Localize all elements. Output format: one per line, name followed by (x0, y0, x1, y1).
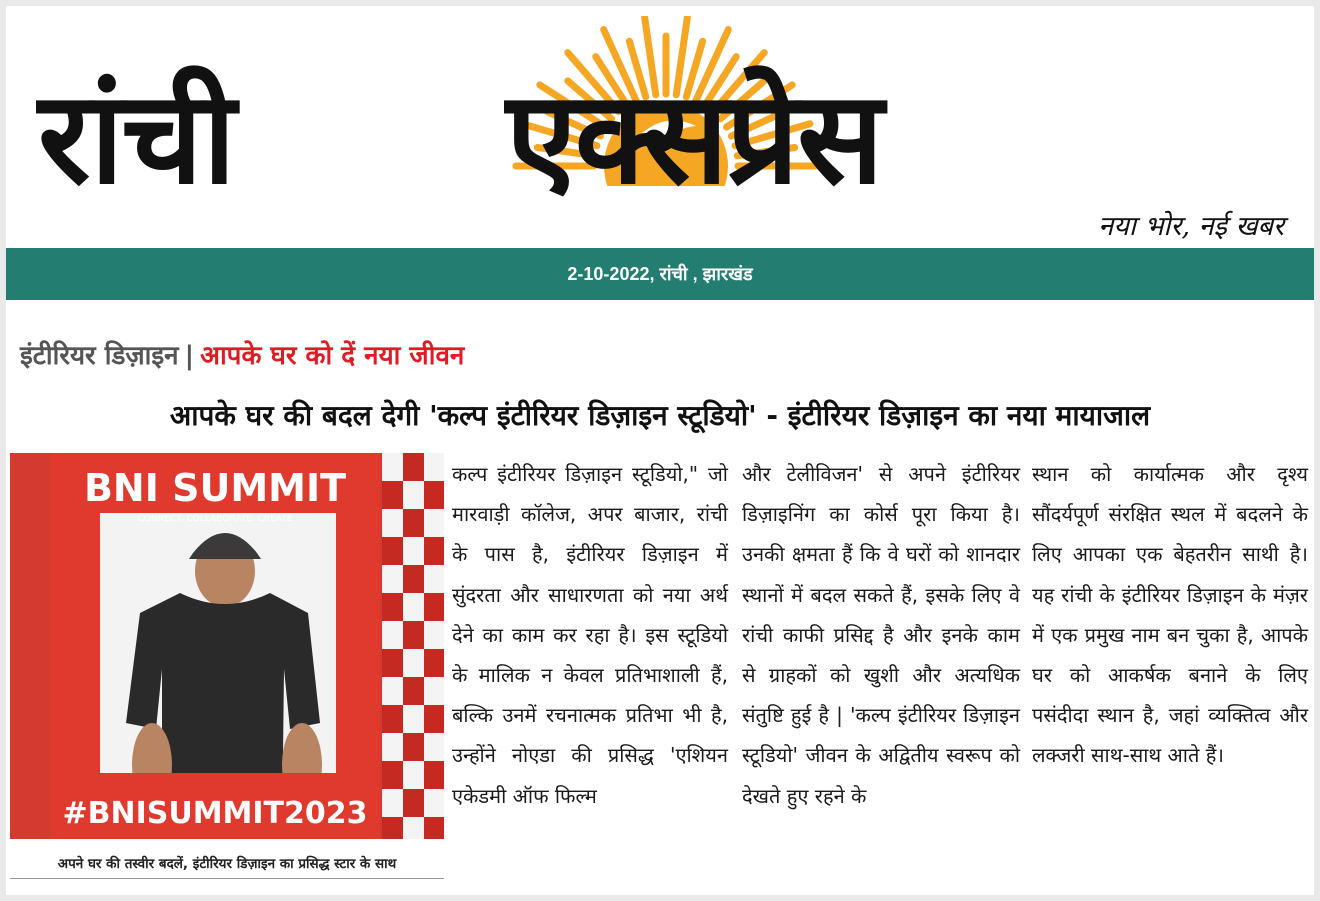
backdrop-tile (403, 565, 424, 593)
backdrop-tile (403, 593, 424, 621)
backdrop-tile (403, 649, 424, 677)
masthead-title-part-2: एक्सप्रेस (506, 64, 882, 213)
date-bar: 2-10-2022, रांची , झारखंड (6, 248, 1314, 300)
photo-banner-text: BNI SUMMIT (83, 466, 347, 510)
backdrop-tile (424, 677, 444, 705)
backdrop-tile (424, 621, 444, 649)
backdrop-tile (403, 621, 424, 649)
backdrop-tile (424, 453, 444, 481)
photo-banner-sub: CONNECT. COLLABORATE. CREATE (137, 514, 293, 524)
backdrop-tile (424, 649, 444, 677)
newspaper-page (6, 6, 1314, 895)
backdrop-tile (382, 593, 403, 621)
backdrop-tile (403, 537, 424, 565)
backdrop-tile (382, 649, 403, 677)
article-column-1: कल्प इंटीरियर डिज़ाइन स्टूडियो," जो मारवाड़ी कॉलेज, अपर बाजार, रांची के पास है, इंटीरियर डिज़ाइन में सुंदरता और साधारणता को नया अर्थ देने का काम कर रहा है। इस स्टूडियो के मालिक न केवल प्रतिभाशाली हैं, बल्कि उनमें रचनात्मक प्रतिभा भी है, उन्होंने नोएडा की प्रसिद्ध 'एशियन एकेडमी ऑफ फिल्म (452, 462, 728, 808)
backdrop-tile (382, 481, 403, 509)
article-headline: आपके घर की बदल देगी 'कल्प इंटीरियर डिज़ाइन स्टूडियो' - इंटीरियर डिज़ाइन का नया मायाजाल (169, 399, 1151, 432)
photo-caption: अपने घर की तस्वीर बदलें, इंटीरियर डिज़ाइन का प्रसिद्ध स्टार के साथ (57, 856, 397, 872)
backdrop-tile (424, 593, 444, 621)
backdrop-tile (424, 509, 444, 537)
backdrop-tile (382, 453, 403, 481)
backdrop-tile (382, 621, 403, 649)
backdrop-tile (424, 565, 444, 593)
backdrop-tile (403, 453, 424, 481)
backdrop-tile (403, 705, 424, 733)
backdrop-tile (382, 761, 403, 789)
kicker-topic: इंटीरियर डिज़ाइन (20, 341, 179, 371)
backdrop-tile (382, 537, 403, 565)
masthead-tagline: नया भोर, नई खबर (1098, 211, 1284, 242)
backdrop-tile (424, 733, 444, 761)
backdrop-tile (382, 677, 403, 705)
masthead-title (28, 54, 1298, 224)
backdrop-tile (424, 789, 444, 817)
backdrop-tile (382, 565, 403, 593)
article-column-3: स्थान को कार्यात्मक और दृश्य सौंदर्यपूर्ण संरक्षित स्थल में बदलने के लिए आपका एक बेहतरीन साथी है। यह रांची के इंटीरियर डिज़ाइन के मंज़र में एक प्रमुख नाम बन चुका है, आपके घर को आकर्षक बनाने के लिए पसंदीदा स्थान है, जहां व्यक्तित्व और लक्जरी साथ-साथ आते हैं। (1032, 462, 1308, 768)
article-kicker (20, 336, 464, 372)
backdrop-tile (403, 677, 424, 705)
article-column-2: और टेलीविजन' से अपने इंटीरियर डिज़ाइनिंग का कोर्स पूरा किया है। उनकी क्षमता हैं कि वे घरों को शानदार स्थानों में बदल सकते हैं, इसके लिए वे रांची काफी प्रसिद्द है और इनके काम से ग्राहकों को खुशी और अत्यधिक संतुष्टि हुई है | 'कल्प इंटीरियर डिज़ाइन स्टूडियो' जीवन के अद्वितीय स्वरूप को देखते हुए रहने के (742, 462, 1020, 808)
backdrop-tile (403, 761, 424, 789)
kicker-separator: | (184, 341, 195, 371)
masthead-title-part-1: रांची (38, 64, 234, 213)
backdrop-tile (403, 509, 424, 537)
kicker-deck: आपके घर को दें नया जीवन (200, 341, 465, 371)
backdrop-tile (382, 789, 403, 817)
photo-frame-text: #BNISUMMIT2023 (62, 796, 368, 831)
article-photo (10, 453, 444, 839)
backdrop-tile (424, 705, 444, 733)
backdrop-tile (403, 481, 424, 509)
backdrop-tile (424, 481, 444, 509)
backdrop-tile (382, 509, 403, 537)
backdrop-tile (382, 705, 403, 733)
backdrop-tile (424, 537, 444, 565)
backdrop-tile (382, 733, 403, 761)
backdrop-tile (424, 761, 444, 789)
backdrop-tile (403, 789, 424, 817)
backdrop-tile (403, 817, 424, 839)
backdrop-tile (403, 733, 424, 761)
backdrop-tile (382, 817, 403, 839)
caption-divider (10, 878, 444, 879)
backdrop-tile (424, 817, 444, 839)
